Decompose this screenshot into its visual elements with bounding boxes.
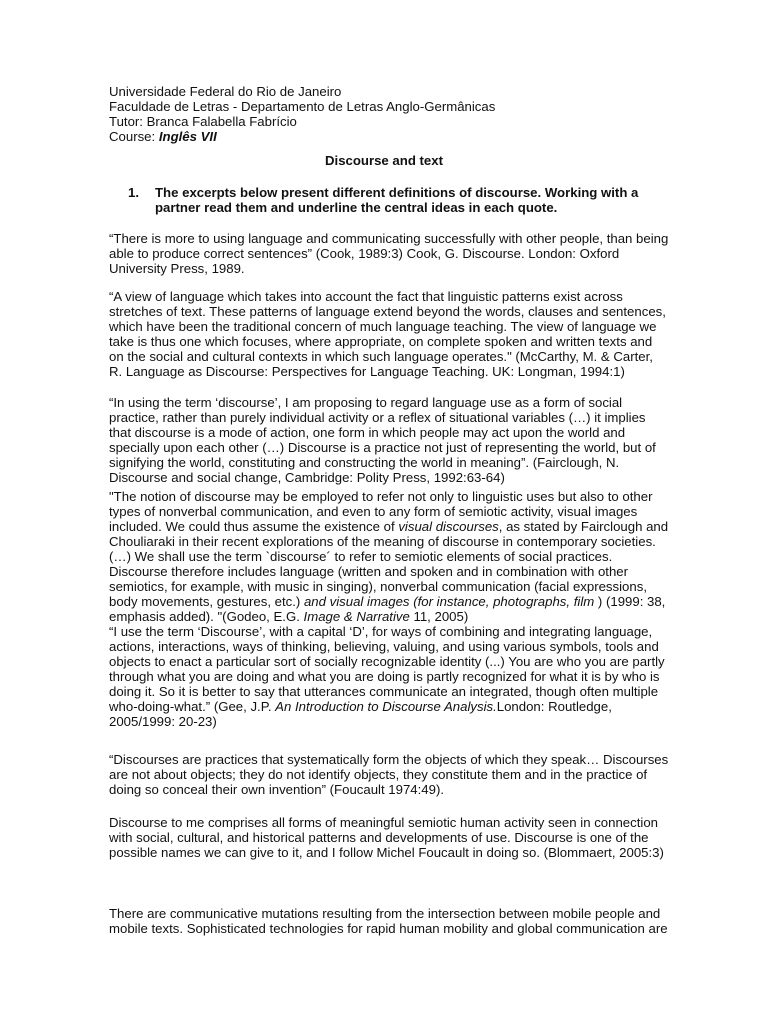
text-segment: 2005/1999: 20-23) bbox=[109, 714, 217, 729]
text-segment: Chouliaraki in their recent explorations of the meaning of discourse in contemporary societies. bbox=[109, 534, 656, 549]
text-segment: Discourse therefore includes language (written and spoken and in combination with other bbox=[109, 564, 629, 579]
paragraph-line bbox=[109, 609, 668, 624]
paragraph-line bbox=[109, 489, 668, 504]
text-segment: on the social and cultural contexts in which such language operates." (McCarthy, M. & Carter, bbox=[109, 349, 653, 364]
quote-paragraph bbox=[109, 395, 656, 485]
text-segment: able to produce correct sentences” (Cook, 1989:3) Cook, G. Discourse. London: Oxford bbox=[109, 246, 620, 261]
paragraph-line bbox=[109, 699, 665, 714]
text-segment: with social, cultural, and historical patterns and developments of use. Discourse is one of the bbox=[109, 830, 649, 845]
quote-paragraph bbox=[109, 815, 664, 860]
text-segment: Discourse to me comprises all forms of meaningful semiotic human activity seen in connection bbox=[109, 815, 658, 830]
italic-text: and visual images (for instance, photographs, film bbox=[303, 594, 598, 609]
paragraph-line bbox=[109, 845, 664, 860]
text-segment: specially upon each other (…) Discourse is a practice not just of representing the world, but of bbox=[109, 440, 656, 455]
paragraph-line bbox=[109, 815, 664, 830]
paragraph-line bbox=[109, 261, 668, 276]
text-segment: There are communicative mutations resulting from the intersection between mobile people and bbox=[109, 906, 661, 921]
text-segment: stretches of text. These patterns of language extend beyond the words, clauses and sentences, bbox=[109, 304, 666, 319]
paragraph-line bbox=[109, 349, 666, 364]
text-segment: R. Language as Discourse: Perspectives for Language Teaching. UK: Longman, 1994:1) bbox=[109, 364, 625, 379]
paragraph-line bbox=[109, 669, 665, 684]
quote-paragraph bbox=[109, 752, 668, 797]
text-segment: (…) We shall use the term `discourse´ to refer to semiotic elements of social practices. bbox=[109, 549, 613, 564]
text-segment: “In using the term ‘discourse’, I am proposing to regard language use as a form of social bbox=[109, 395, 623, 410]
paragraph-line bbox=[109, 410, 656, 425]
quote-paragraph bbox=[109, 624, 665, 729]
paragraph-line bbox=[109, 594, 668, 609]
paragraph-line bbox=[109, 334, 666, 349]
text-segment: objects to enact a particular sort of socially recognizable identity (...) You are who you are partly bbox=[109, 654, 665, 669]
paragraph-line bbox=[109, 470, 656, 485]
text-segment: types of nonverbal communication, and even to any form of semiotic activity, visual images bbox=[109, 504, 638, 519]
course-name: Inglês VII bbox=[158, 129, 217, 144]
paragraph-line bbox=[109, 752, 668, 767]
text-segment: “A view of language which takes into account the fact that linguistic patterns exist across bbox=[109, 289, 623, 304]
text-segment: are not about objects; they do not identify objects, they constitute them and in the practice of bbox=[109, 767, 648, 782]
text-segment: semiotics, for example, with music in singing), nonverbal communication (facial expressions, bbox=[109, 579, 647, 594]
page-title: Discourse and text bbox=[325, 153, 443, 168]
paragraph-line bbox=[109, 246, 668, 261]
quote-paragraph bbox=[109, 906, 668, 936]
paragraph-line bbox=[109, 830, 664, 845]
document-header bbox=[109, 84, 495, 144]
text-segment: actions, interactions, ways of thinking, believing, valuing, and using various symbols, tools and bbox=[109, 639, 659, 654]
paragraph-line bbox=[109, 639, 665, 654]
text-segment: mobile texts. Sophisticated technologies for rapid human mobility and global communication are bbox=[109, 921, 668, 936]
question-line: The excerpts below present different definitions of discourse. Working with a bbox=[155, 185, 639, 200]
paragraph-line bbox=[109, 440, 656, 455]
text-segment: practice, rather than purely individual activity or a reflex of situational variables (…) it implies bbox=[109, 410, 646, 425]
paragraph-line bbox=[109, 654, 665, 669]
course-line bbox=[109, 129, 495, 144]
paragraph-line bbox=[109, 579, 668, 594]
quote-paragraph bbox=[109, 489, 668, 624]
paragraph-line bbox=[109, 364, 666, 379]
text-segment: signifying the world, constituting and constructing the world in meaning”. (Fairclough, N. bbox=[109, 455, 620, 470]
paragraph-line bbox=[109, 564, 668, 579]
paragraph-line bbox=[109, 504, 668, 519]
tutor-name: Tutor: Branca Falabella Fabrício bbox=[109, 114, 297, 129]
text-segment: “I use the term ‘Discourse’, with a capital ‘D’, for ways of combining and integrating language, bbox=[109, 624, 653, 639]
text-segment: Discourse and social change, Cambridge: Polity Press, 1992:63-64) bbox=[109, 470, 505, 485]
text-segment: doing it. So it is better to say that utterances communicate an integrated, though often multiple bbox=[109, 684, 659, 699]
paragraph-line bbox=[109, 767, 668, 782]
text-segment: 11, 2005) bbox=[409, 609, 469, 624]
text-segment: , as stated by Fairclough and bbox=[498, 519, 669, 534]
paragraph-line bbox=[109, 289, 666, 304]
text-segment: take is thus one which focuses, where appropriate, on complete spoken and written texts and bbox=[109, 334, 653, 349]
text-segment: London: Routledge, bbox=[496, 699, 612, 714]
italic-text: Image & Narrative bbox=[303, 609, 410, 624]
text-segment: “There is more to using language and communicating successfully with other people, than being bbox=[109, 231, 669, 246]
paragraph-line bbox=[109, 304, 666, 319]
paragraph-line bbox=[109, 624, 665, 639]
question-line: partner read them and underline the central ideas in each quote. bbox=[155, 200, 558, 215]
paragraph-line bbox=[109, 906, 668, 921]
quote-paragraph bbox=[109, 289, 666, 379]
faculty-name: Faculdade de Letras - Departamento de Letras Anglo-Germânicas bbox=[109, 99, 496, 114]
text-segment: University Press, 1989. bbox=[109, 261, 245, 276]
university-name: Universidade Federal do Rio de Janeiro bbox=[109, 84, 342, 99]
paragraph-line bbox=[109, 395, 656, 410]
text-segment: that discourse is a mode of action, one form in which people may act upon the world and bbox=[109, 425, 626, 440]
italic-text: An Introduction to Discourse Analysis. bbox=[275, 699, 497, 714]
text-segment: possible names we can give to it, and I follow Michel Foucault in doing so. (Blommaert, 2005:3) bbox=[109, 845, 664, 860]
paragraph-line bbox=[109, 519, 668, 534]
text-segment: who-doing-what.” (Gee, J.P. bbox=[109, 699, 276, 714]
paragraph-line bbox=[109, 455, 656, 470]
paragraph-line bbox=[109, 684, 665, 699]
quote-paragraph bbox=[109, 231, 668, 276]
paragraph-line bbox=[109, 425, 656, 440]
paragraph-line bbox=[109, 921, 668, 936]
text-segment: included. We could thus assume the existence of bbox=[109, 519, 399, 534]
text-segment: which have been the traditional concern of much language teaching. The view of language we bbox=[109, 319, 657, 334]
paragraph-line bbox=[109, 714, 665, 729]
paragraph-line bbox=[109, 549, 668, 564]
text-segment: body movements, gestures, etc.) bbox=[109, 594, 304, 609]
text-segment: “Discourses are practices that systematically form the objects of which they speak… Discourses bbox=[109, 752, 669, 767]
text-segment: through what you are doing and what you are doing is partly recognized for what it is by who is bbox=[109, 669, 660, 684]
question-number: 1. bbox=[128, 185, 139, 200]
text-segment: "The notion of discourse may be employed to refer not only to linguistic uses but also to other bbox=[109, 489, 653, 504]
course-label: Course: bbox=[109, 129, 159, 144]
paragraph-line bbox=[109, 231, 668, 246]
text-segment: ) (1999: 38, bbox=[597, 594, 666, 609]
paragraph-line bbox=[109, 319, 666, 334]
italic-text: visual discourses bbox=[398, 519, 499, 534]
paragraph-line bbox=[109, 782, 668, 797]
text-segment: emphasis added). "(Godeo, E.G. bbox=[109, 609, 304, 624]
text-segment: doing so conceal their own invention” (Foucault 1974:49). bbox=[109, 782, 445, 797]
paragraph-line bbox=[109, 534, 668, 549]
